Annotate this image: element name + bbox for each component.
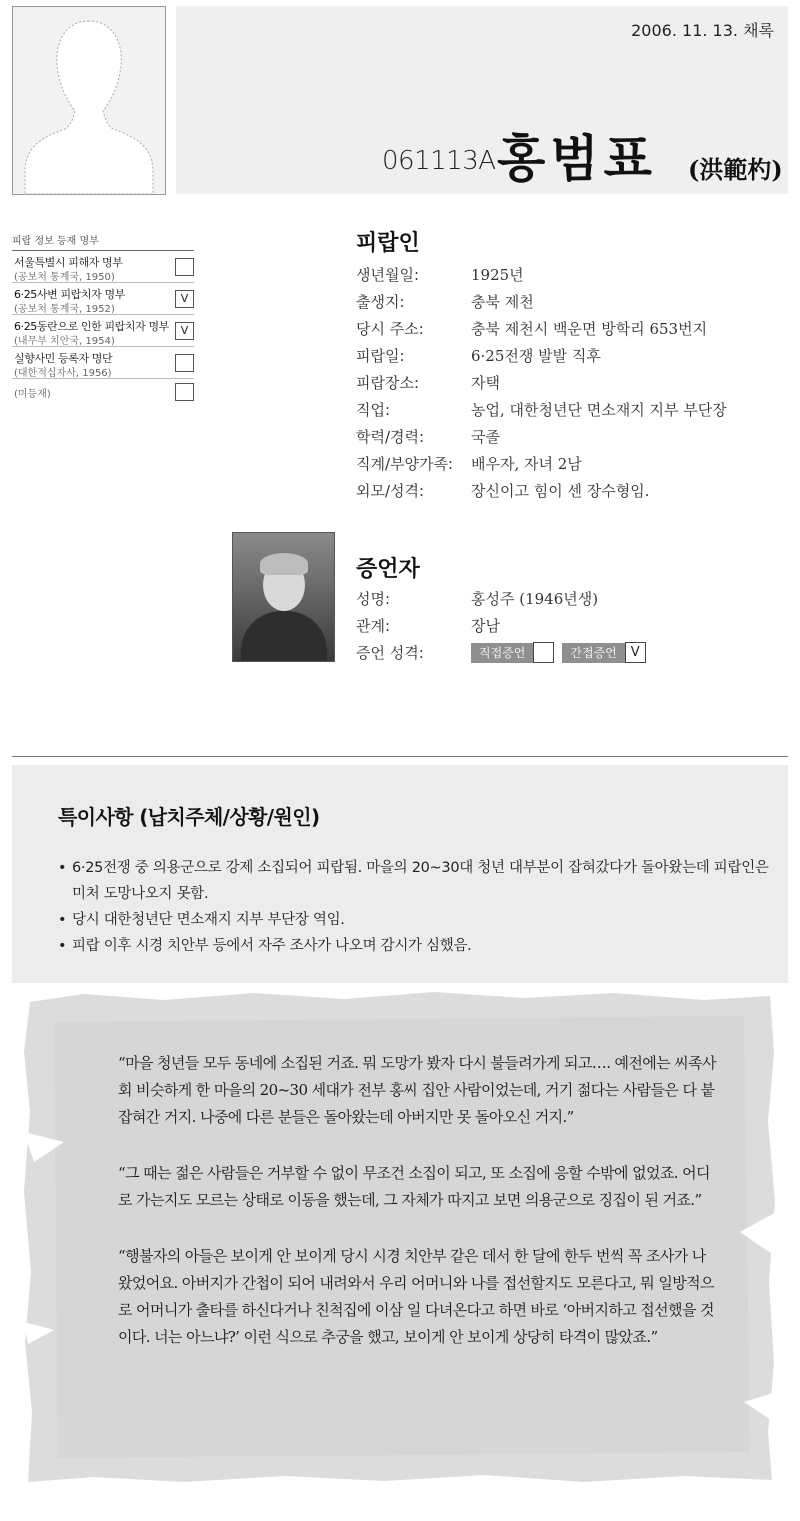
- registry-name: 실향사민 등록자 명단: [14, 352, 113, 365]
- info-label: 학력/경력:: [356, 428, 425, 446]
- testimony-quotes: [118, 1050, 718, 1380]
- indirect-testimony-checkbox: V: [625, 642, 646, 663]
- info-value: 6·25전쟁 발발 직후: [471, 347, 601, 365]
- info-value: 충북 제천: [471, 293, 534, 311]
- person-name-hanja: (洪範杓): [688, 155, 783, 184]
- abductee-section: [356, 226, 786, 506]
- info-label: 외모/성격:: [356, 482, 425, 500]
- info-label: 직업:: [356, 401, 391, 419]
- registry-list: [12, 232, 194, 403]
- info-value: 농업, 대한청년단 면소재지 지부 부단장: [471, 401, 727, 419]
- person-id: 061113A: [382, 146, 496, 176]
- registry-checkbox: V: [175, 290, 194, 308]
- registry-source: (미등재): [14, 389, 51, 400]
- witness-title: 증언자: [356, 557, 420, 582]
- abductee-title: 피랍인: [356, 231, 420, 256]
- info-label: 출생지:: [356, 293, 405, 311]
- info-value: 홍성주 (1946년생): [471, 590, 599, 608]
- person-silhouette-icon: [13, 7, 165, 194]
- info-label: 피랍장소:: [356, 374, 420, 392]
- special-notes-list: [58, 855, 778, 959]
- testimony-quote: “행불자의 아들은 보이게 안 보이게 당시 시경 치안부 같은 데서 한 달에 한두 번씩 꼭 조사가 나왔었어요. 아버지가 간첩이 되어 내려와서 우리 어머니와 나를 접선할지도 모른다고, 뭐 일방적으로 어머니가 출타를 하신다거나 친척집에 이삼 일 다녀온다고 하면 바로 ‘아버지하고 접선했을 것이다. 너는 아느냐?’ 이런 식으로 추궁을 했고, 보이게 안 보이게 상당히 타격이 많았죠.”: [118, 1247, 714, 1346]
- info-label: 당시 주소:: [356, 320, 424, 338]
- witness-photo-hair: [260, 553, 308, 575]
- registry-row: [12, 251, 194, 283]
- registry-source: (대한적십자사, 1956): [14, 368, 112, 379]
- info-label: 증언 성격:: [356, 644, 424, 662]
- registry-source: (공보처 통계국, 1952): [14, 304, 115, 315]
- special-notes-section: [12, 765, 788, 983]
- direct-testimony-tag: 직접증언: [471, 643, 533, 663]
- info-value: 충북 제천시 백운면 방학리 653번지: [471, 320, 708, 338]
- registry-source: (내무부 치안국, 1954): [14, 336, 115, 347]
- registry-name: 6·25동란으로 인한 피랍치자 명부: [14, 320, 169, 333]
- info-value: 1925년: [471, 266, 524, 284]
- special-note-item: • 6·25전쟁 중 의용군으로 강제 소집되어 피랍됨. 마을의 20~30대 청년 대부분이 잡혀갔다가 돌아왔는데 피랍인은 미처 도망나오지 못함.: [58, 855, 778, 907]
- registry-source: (공보처 통계국, 1950): [14, 272, 115, 283]
- info-value: 자택: [471, 374, 500, 392]
- registry-row: [12, 379, 194, 403]
- abductee-photo-placeholder: [12, 6, 166, 195]
- registry-title: 피랍 정보 등재 명부: [12, 232, 194, 251]
- witness-photo: [232, 532, 335, 662]
- info-label: 성명:: [356, 590, 391, 608]
- info-value: 배우자, 자녀 2남: [471, 455, 582, 473]
- info-label: 관계:: [356, 617, 391, 635]
- info-value: 장신이고 힘이 센 장수형임.: [471, 482, 650, 500]
- section-divider: [12, 756, 788, 757]
- person-name: 홍범표: [497, 130, 657, 188]
- indirect-testimony-tag: 간접증언: [562, 643, 624, 663]
- info-value: 국졸: [471, 428, 500, 446]
- info-label: 직계/부양가족:: [356, 455, 454, 473]
- special-note-item: • 피랍 이후 시경 치안부 등에서 자주 조사가 나오며 감시가 심했음.: [58, 933, 778, 959]
- registry-checkbox: [175, 354, 194, 372]
- info-label: 생년월일:: [356, 266, 420, 284]
- registry-checkbox: [175, 383, 194, 401]
- registry-checkbox: [175, 258, 194, 276]
- registry-row: [12, 315, 194, 347]
- record-date: 2006. 11. 13. 채록: [631, 21, 774, 40]
- special-note-item: • 당시 대한청년단 면소재지 지부 부단장 역임.: [58, 907, 778, 933]
- testimony-quote: “마을 청년들 모두 동네에 소집된 거죠. 뭐 도망가 봤자 다시 불들려가게 되고…. 예전에는 씨족사회 비슷하게 한 마을의 20~30 세대가 전부 홍씨 집안 사람이었는데, 거기 젊다는 사람들은 다 붙잡혀간 거지. 나중에 다른 분들은 돌아왔는데 아버지만 못 돌아오신 거지.”: [118, 1054, 716, 1126]
- info-label: 피랍일:: [356, 347, 405, 365]
- witness-section: [356, 552, 786, 672]
- registry-checkbox: V: [175, 322, 194, 340]
- testimony-type: [471, 642, 654, 663]
- witness-photo-body: [241, 611, 327, 662]
- registry-name: 6·25사변 피랍치자 명부: [14, 288, 125, 301]
- special-notes-title: 특이사항 (납치주체/상황/원인): [58, 805, 320, 829]
- registry-row: [12, 347, 194, 379]
- info-value: 장남: [471, 617, 500, 635]
- registry-name: 서울특별시 피해자 명부: [14, 256, 123, 269]
- testimony-quote: “그 때는 젊은 사람들은 거부할 수 없이 무조건 소집이 되고, 또 소집에 응할 수밖에 없었죠. 어디로 가는지도 모르는 상태로 이동을 했는데, 그 자체가 따지고 보면 의용군으로 징집이 된 거죠.”: [118, 1164, 710, 1209]
- direct-testimony-checkbox: [533, 642, 554, 663]
- registry-row: [12, 283, 194, 315]
